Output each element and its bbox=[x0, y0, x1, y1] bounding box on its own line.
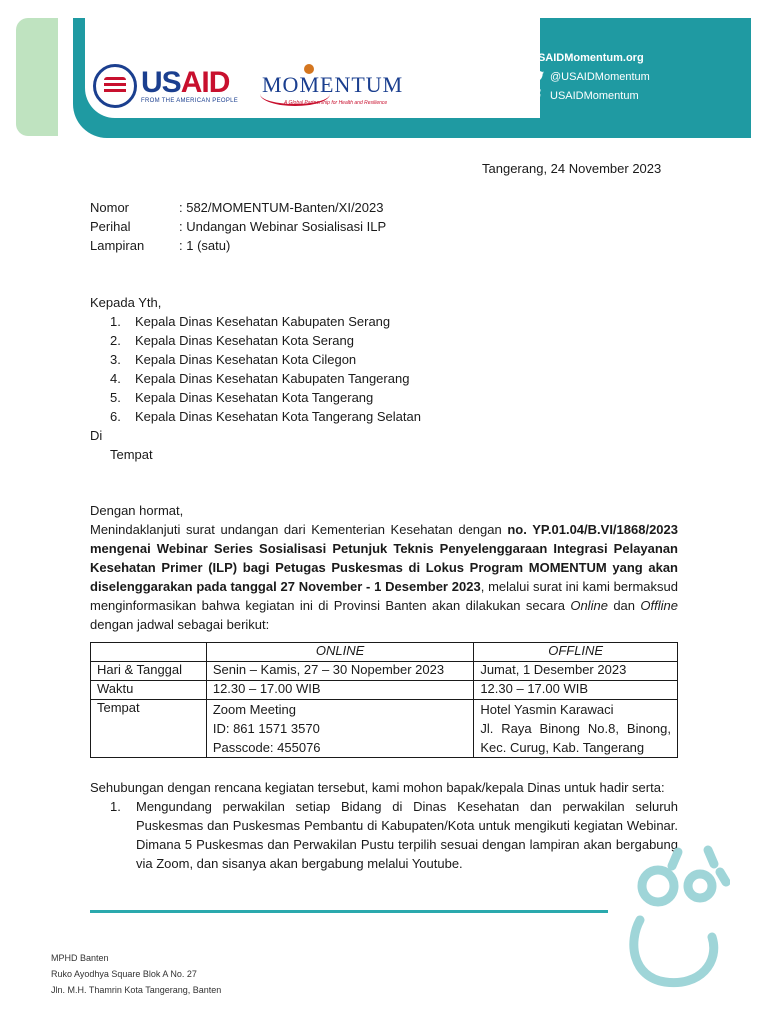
tempat-label: Tempat bbox=[110, 447, 153, 462]
greeting: Dengan hormat, bbox=[90, 503, 184, 518]
meta-label: Perihal bbox=[90, 219, 131, 234]
list-item: 4. Kepala Dinas Kesehatan Kabupaten Tangerang bbox=[110, 371, 410, 386]
meta-label: Nomor bbox=[90, 200, 130, 215]
meta-row-lampiran bbox=[90, 236, 386, 255]
decorative-figure-icon bbox=[620, 842, 730, 992]
closing-section bbox=[90, 778, 678, 873]
twitter-icon bbox=[530, 70, 544, 84]
table-row: Tempat Zoom Meeting ID: 861 1571 3570 Passcode: 455076 Hotel Yasmin Karawaci Jl. Raya Binong No.8, Binong, Kec. Curug, Kab. Tangerang bbox=[91, 700, 678, 758]
column-header-offline: OFFLINE bbox=[474, 643, 678, 662]
list-item: 2. Kepala Dinas Kesehatan Kota Serang bbox=[110, 333, 354, 348]
schedule-table bbox=[90, 642, 678, 758]
table-header-row bbox=[91, 643, 678, 662]
table-row: Waktu 12.30 – 17.00 WIB 12.30 – 17.00 WIB bbox=[91, 681, 678, 700]
column-header-online: ONLINE bbox=[206, 643, 473, 662]
meta-value: : 1 (satu) bbox=[179, 238, 231, 253]
kepada-label: Kepada Yth, bbox=[90, 295, 162, 310]
list-item: 5. Kepala Dinas Kesehatan Kota Tangerang bbox=[110, 390, 374, 405]
momentum-tagline: A Global Partnership for Health and Resilience bbox=[284, 100, 388, 106]
recipient-block bbox=[90, 293, 421, 464]
usaid-tagline: FROM THE AMERICAN PEOPLE bbox=[141, 98, 239, 104]
facebook-icon bbox=[530, 89, 544, 103]
meta-row-perihal bbox=[90, 217, 386, 236]
intro-paragraph: Menindaklanjuti surat undangan dari Kementerian Kesehatan dengan no. YP.01.04/B.VI/1868/2023 mengenai Webinar Series Sosialisasi Petunjuk Teknis Penyelenggaraan Integrasi Pelayanan Kesehatan Primer (ILP) bagi Petugas Puskesmas di Lokus Program MOMENTUM yang akan diselenggarakan pada tanggal 27 November - 1 Desember 2023, melalui surat ini kami bermaksud menginformasikan bahwa kegiatan ini di Provinsi Banten akan dilakukan secara Online dan Offline dengan jadwal sebagai berikut: bbox=[90, 522, 678, 632]
social-links bbox=[530, 48, 650, 105]
letter-meta bbox=[90, 198, 386, 255]
green-side-tab bbox=[16, 18, 58, 136]
twitter-handle: @USAIDMomentum bbox=[550, 70, 650, 83]
footer-address: MPHD Banten Ruko Ayodhya Square Blok A No. 27 Jln. M.H. Thamrin Kota Tangerang, Banten bbox=[51, 953, 222, 995]
recipient-list bbox=[110, 312, 421, 426]
website-link[interactable]: USAIDMomentum.org bbox=[530, 51, 644, 64]
list-item: 6. Kepala Dinas Kesehatan Kota Tangerang Selatan bbox=[110, 409, 421, 424]
usaid-logo bbox=[93, 64, 243, 110]
place-date: Tangerang, 24 November 2023 bbox=[482, 161, 662, 176]
momentum-wordmark: MOMENTUM bbox=[262, 72, 404, 97]
facebook-link[interactable] bbox=[530, 86, 650, 105]
meta-label: Lampiran bbox=[90, 238, 145, 253]
usaid-wordmark: USAID bbox=[141, 66, 230, 99]
usaid-seal-icon bbox=[93, 64, 137, 108]
meta-value: : Undangan Webinar Sosialisasi ILP bbox=[179, 219, 387, 234]
letter-body bbox=[90, 501, 678, 634]
table-row: Hari & Tanggal Senin – Kamis, 27 – 30 Nopember 2023 Jumat, 1 Desember 2023 bbox=[91, 662, 678, 681]
list-item: 1. Mengundang perwakilan setiap Bidang di Dinas Kesehatan dan perwakilan seluruh Puskesmas dan Puskesmas Pembantu di Kabupaten/Kota untuk mengikuti kegiatan Webinar. Dimana 5 Puskesmas dan Perwakilan Pustu terpilih sesuai dengan lampiran akan bergabung via Zoom, dan sisanya akan bergabung melalui Youtube. bbox=[110, 799, 678, 871]
meta-row-nomor bbox=[90, 198, 386, 217]
momentum-logo bbox=[262, 64, 412, 110]
list-item: 1. Kepala Dinas Kesehatan Kabupaten Serang bbox=[110, 314, 391, 329]
di-label: Di bbox=[90, 428, 103, 443]
footer-divider bbox=[90, 910, 608, 913]
facebook-handle: USAIDMomentum bbox=[550, 89, 639, 102]
list-item: 3. Kepala Dinas Kesehatan Kota Cilegon bbox=[110, 352, 357, 367]
meta-value: : 582/MOMENTUM-Banten/XI/2023 bbox=[179, 200, 384, 215]
closing-paragraph: Sehubungan dengan rencana kegiatan tersebut, kami mohon bapak/kepala Dinas untuk hadir serta: bbox=[90, 780, 665, 795]
twitter-link[interactable] bbox=[530, 67, 650, 86]
